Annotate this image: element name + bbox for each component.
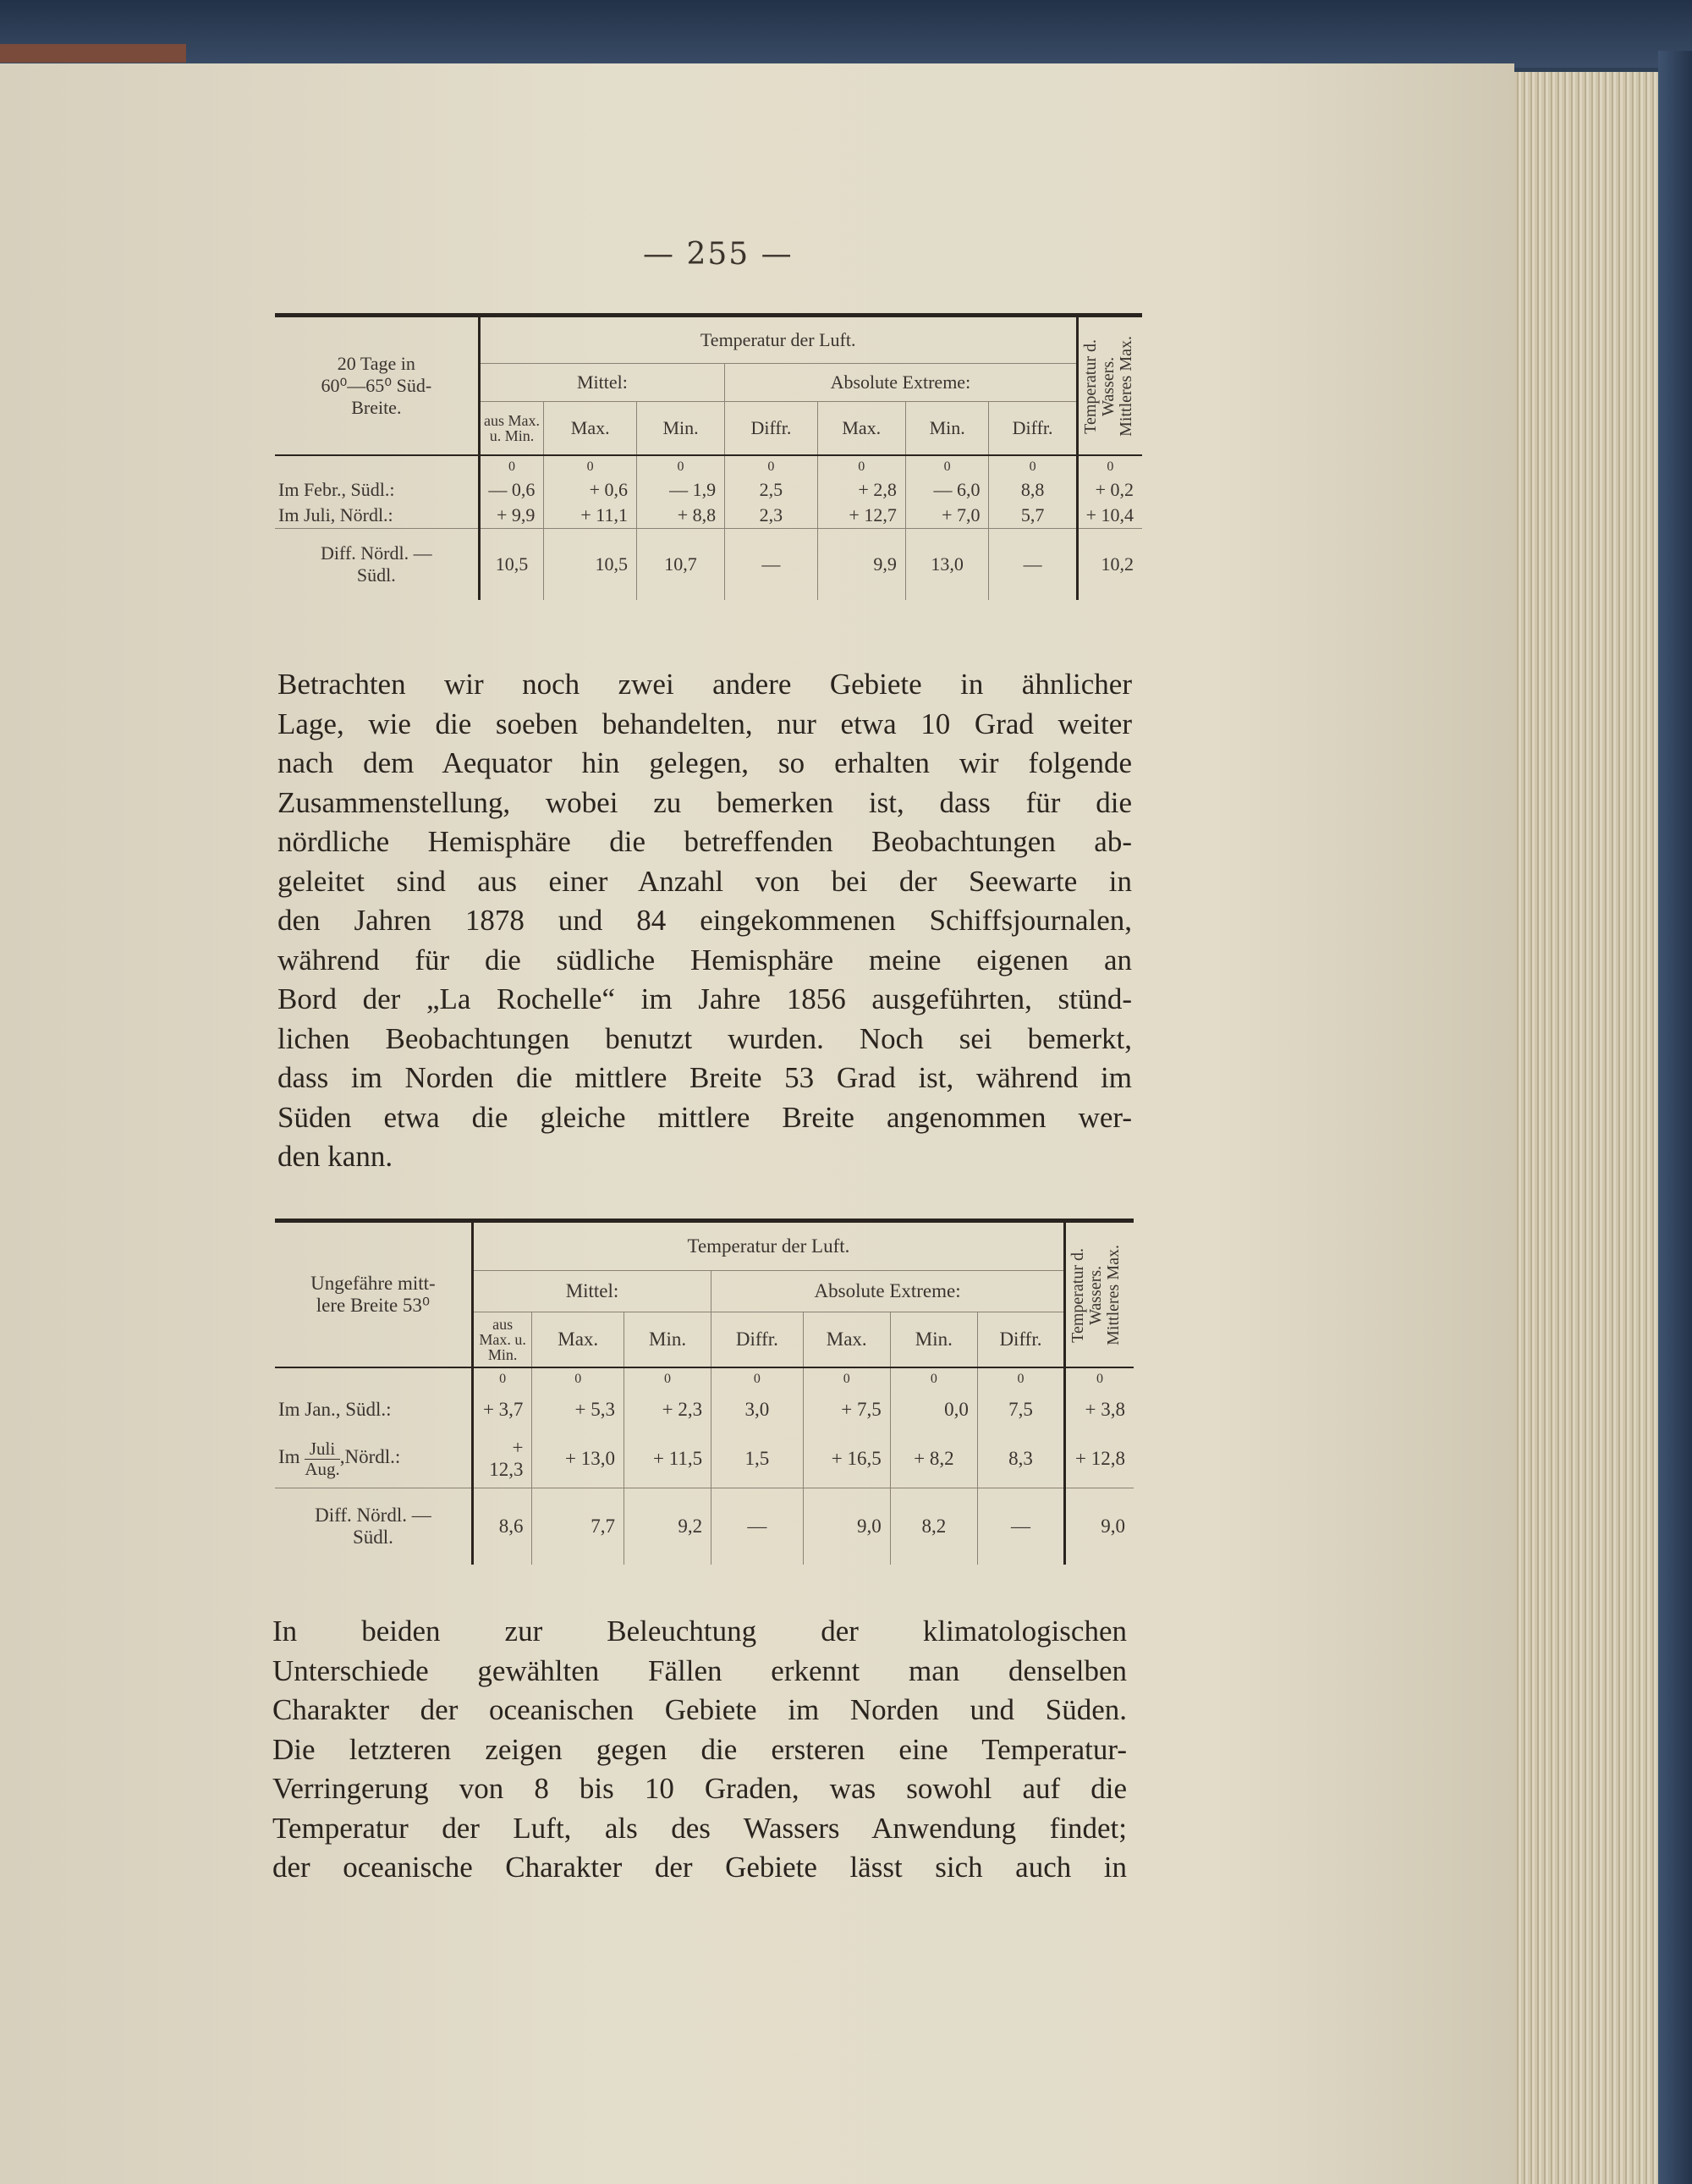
table-cell: + 5,3 xyxy=(532,1389,624,1430)
text-line: den Jahren 1878 und 84 eingekommenen Schiffsjournalen, xyxy=(277,904,1132,937)
book-spine xyxy=(1658,51,1692,2184)
table-cell: 10,7 xyxy=(636,529,724,601)
table-cell: — xyxy=(989,529,1077,601)
table-cell: — xyxy=(725,529,818,601)
col-header: Diffr. xyxy=(977,1312,1064,1368)
text-line: In beiden zur Beleuchtung der klimatologischen xyxy=(272,1615,1127,1648)
table-cell: 2,5 xyxy=(725,477,818,503)
text-line: Charakter der oceanischen Gebiete im Norden und Süden. xyxy=(272,1693,1127,1726)
table-cell: 0,0 xyxy=(890,1389,977,1430)
text-line: Zusammenstellung, wobei zu bemerken ist, dass für die xyxy=(277,785,1132,819)
table-cell: + 11,1 xyxy=(544,503,637,529)
degree-mark: 0 xyxy=(817,455,905,477)
text-line: Die letzteren zeigen gegen die ersteren eine Temperatur- xyxy=(272,1732,1127,1766)
degree-mark: 0 xyxy=(711,1367,804,1389)
table-cell: + 11,5 xyxy=(624,1430,711,1488)
temperature-table-53 xyxy=(275,1219,1134,1565)
text-line: Temperatur der Luft, als des Wassers Anwendung findet; xyxy=(272,1811,1127,1845)
table-cell: 10,5 xyxy=(544,529,637,601)
table-cell: — xyxy=(711,1488,804,1565)
table-cell: — 0,6 xyxy=(479,477,544,503)
table-row xyxy=(275,477,1142,503)
row-label: Im Juli Aug. ,Nördl.: xyxy=(275,1430,472,1488)
table-cell: 10,5 xyxy=(479,529,544,601)
col-header: Min. xyxy=(624,1312,711,1368)
table-cell: 7,5 xyxy=(977,1389,1064,1430)
text-line: Betrachten wir noch zwei andere Gebiete in ähnlicher xyxy=(277,668,1132,701)
subheader-mittel: Mittel: xyxy=(479,364,724,402)
table-cell: 10,2 xyxy=(1077,529,1142,601)
cover-label-strip xyxy=(0,44,186,63)
table-cell: 1,5 xyxy=(711,1430,804,1488)
text-line: Lage, wie die soeben behandelten, nur etwa 10 Grad weiter xyxy=(277,707,1132,740)
table-cell: 2,3 xyxy=(725,503,818,529)
col-header: Max. xyxy=(803,1312,890,1368)
table-cell: 9,0 xyxy=(1065,1488,1134,1565)
table-corner-label: Ungefähre mitt- lere Breite 53⁰ xyxy=(275,1221,472,1368)
table-cell: + 8,2 xyxy=(890,1430,977,1488)
table-cell: 8,2 xyxy=(890,1488,977,1565)
table-row xyxy=(275,1430,1134,1488)
col-header: Max. xyxy=(817,402,905,456)
table-cell: + 7,5 xyxy=(803,1389,890,1430)
text-line: lichen Beobachtungen benutzt wurden. Noch sei bemerkt, xyxy=(277,1021,1132,1055)
degree-mark: 0 xyxy=(803,1367,890,1389)
subheader-mittel: Mittel: xyxy=(472,1271,711,1312)
table-cell: + 2,3 xyxy=(624,1389,711,1430)
group-header-air: Temperatur der Luft. xyxy=(479,316,1077,364)
col-header: Max. xyxy=(532,1312,624,1368)
col-header: Min. xyxy=(636,402,724,456)
col-header: aus Max. u. Min. xyxy=(479,402,544,456)
group-header-air: Temperatur der Luft. xyxy=(472,1221,1064,1271)
temperature-table-60-65 xyxy=(275,313,1142,600)
table-row xyxy=(275,503,1142,529)
col-header: Diffr. xyxy=(711,1312,804,1368)
text-line: Unterschiede gewählten Fällen erkennt man denselben xyxy=(272,1653,1127,1687)
col-header: Max. xyxy=(544,402,637,456)
col-header: Diffr. xyxy=(989,402,1077,456)
body-paragraph-2 xyxy=(272,1612,1127,1888)
table-corner-label: 20 Tage in 60⁰—65⁰ Süd- Breite. xyxy=(275,316,479,456)
table-cell: + 0,2 xyxy=(1077,477,1142,503)
table-cell: + 2,8 xyxy=(817,477,905,503)
table-row-difference xyxy=(275,529,1142,601)
page-block-edge xyxy=(1514,72,1658,2184)
table-cell: + 10,4 xyxy=(1077,503,1142,529)
table-cell: — 6,0 xyxy=(905,477,989,503)
text-line: Bord der „La Rochelle“ im Jahre 1856 ausgeführten, stünd- xyxy=(277,982,1132,1015)
body-paragraph-1 xyxy=(277,665,1132,1177)
water-temp-header: Temperatur d. Wassers. Mittleres Max. xyxy=(1065,1221,1134,1368)
degree-mark: 0 xyxy=(472,1367,532,1389)
table-cell: 8,8 xyxy=(989,477,1077,503)
text-line: nördliche Hemisphäre die betreffenden Beobachtungen ab- xyxy=(277,825,1132,858)
text-line: nach dem Aequator hin gelegen, so erhalten wir folgende xyxy=(277,746,1132,779)
text-line: geleitet sind aus einer Anzahl von bei der Seewarte in xyxy=(277,864,1132,898)
row-label: Diff. Nördl. — Südl. xyxy=(315,1505,431,1548)
text-line: während für die südliche Hemisphäre meine eigenen an xyxy=(277,943,1132,976)
table-cell: 13,0 xyxy=(905,529,989,601)
degree-mark: 0 xyxy=(989,455,1077,477)
table-cell: + 12,3 xyxy=(472,1430,532,1488)
table-row xyxy=(275,1389,1134,1430)
table-cell: — xyxy=(977,1488,1064,1565)
table-cell: + 16,5 xyxy=(803,1430,890,1488)
table-row-difference xyxy=(275,1488,1134,1565)
col-header: Min. xyxy=(890,1312,977,1368)
table-cell: + 7,0 xyxy=(905,503,989,529)
subheader-absolute-extremes: Absolute Extreme: xyxy=(711,1271,1065,1312)
table-cell: 7,7 xyxy=(532,1488,624,1565)
row-label: Diff. Nördl. — Südl. xyxy=(321,542,432,586)
water-temp-header: Temperatur d. Wassers. Mittleres Max. xyxy=(1077,316,1142,456)
table-cell: + 12,7 xyxy=(817,503,905,529)
table-cell: 9,0 xyxy=(803,1488,890,1565)
table-cell: 9,2 xyxy=(624,1488,711,1565)
row-label: Im Jan., Südl.: xyxy=(278,1399,392,1420)
book-cover-top xyxy=(0,0,1692,68)
degree-mark: 0 xyxy=(636,455,724,477)
text-line: der oceanische Charakter der Gebiete lässt sich auch in xyxy=(272,1851,1127,1884)
row-label: Im Febr., Südl.: xyxy=(278,479,395,500)
table-cell: 8,3 xyxy=(977,1430,1064,1488)
table-cell: + 3,8 xyxy=(1065,1389,1134,1430)
degree-mark: 0 xyxy=(544,455,637,477)
text-line: Verringerung von 8 bis 10 Graden, was sowohl auf die xyxy=(272,1772,1127,1805)
degree-mark: 0 xyxy=(1065,1367,1134,1389)
degree-mark: 0 xyxy=(532,1367,624,1389)
subheader-absolute-extremes: Absolute Extreme: xyxy=(725,364,1078,402)
row-label: Im Juli, Nördl.: xyxy=(275,503,479,529)
table-cell: 5,7 xyxy=(989,503,1077,529)
degree-mark: 0 xyxy=(890,1367,977,1389)
table-cell: 3,0 xyxy=(711,1389,804,1430)
table-cell: + 0,6 xyxy=(544,477,637,503)
degree-mark: 0 xyxy=(479,455,544,477)
degree-mark: 0 xyxy=(624,1367,711,1389)
table-cell: 9,9 xyxy=(817,529,905,601)
col-header: aus Max. u. Min. xyxy=(472,1312,532,1368)
table-cell: + 13,0 xyxy=(532,1430,624,1488)
text-line: dass im Norden die mittlere Breite 53 Grad ist, während im xyxy=(277,1061,1132,1094)
degree-mark: 0 xyxy=(905,455,989,477)
text-line: den kann. xyxy=(277,1140,393,1173)
col-header: Diffr. xyxy=(725,402,818,456)
table-cell: + 8,8 xyxy=(636,503,724,529)
degree-mark: 0 xyxy=(725,455,818,477)
table-cell: + 9,9 xyxy=(479,503,544,529)
col-header: Min. xyxy=(905,402,989,456)
table-cell: — 1,9 xyxy=(636,477,724,503)
table-cell: + 12,8 xyxy=(1065,1430,1134,1488)
table-cell: 8,6 xyxy=(472,1488,532,1565)
page-number: — 255 — xyxy=(643,237,794,272)
text-line: Süden etwa die gleiche mittlere Breite angenommen wer- xyxy=(277,1100,1132,1134)
table-cell: + 3,7 xyxy=(472,1389,532,1430)
degree-mark: 0 xyxy=(977,1367,1064,1389)
degree-mark: 0 xyxy=(1077,455,1142,477)
